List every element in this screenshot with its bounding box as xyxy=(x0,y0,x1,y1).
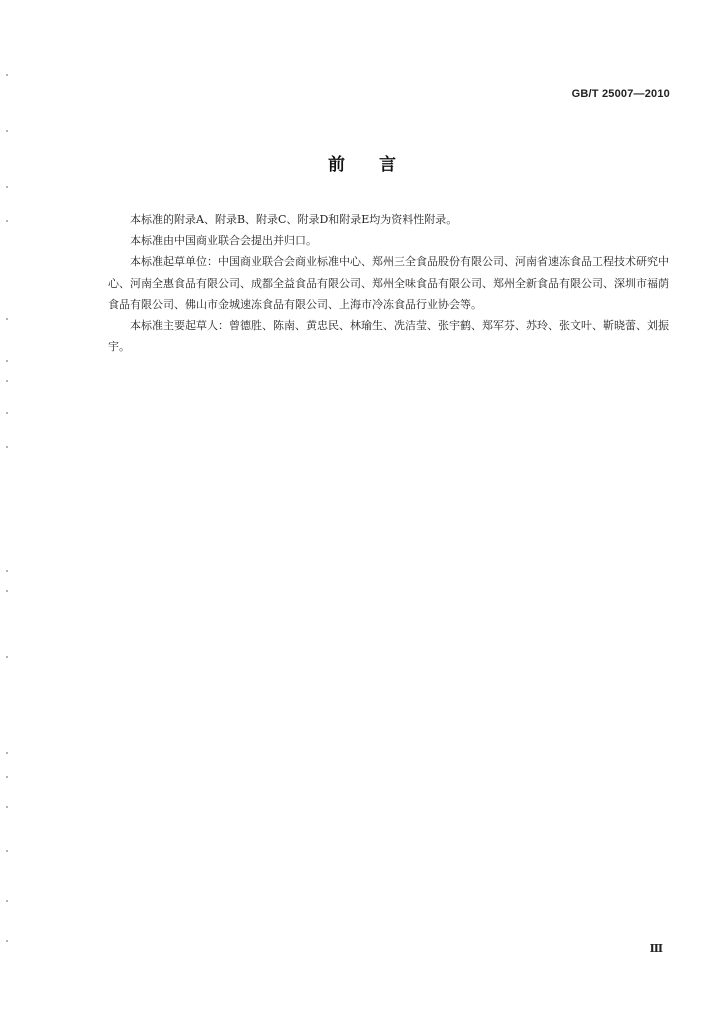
paragraph-appendices: 本标准的附录A、附录B、附录C、附录D和附录E均为资料性附录。 xyxy=(130,213,458,226)
paragraph-drafters: 本标准主要起草人：曾德胜、陈南、黄忠民、林瑜生、冼洁莹、张宇鹤、郑军芬、苏玲、张文叶、靳晓蕾、刘振宇。 xyxy=(108,319,669,354)
paragraph-proposer: 本标准由中国商业联合会提出并归口。 xyxy=(130,234,317,248)
scan-edge-marks xyxy=(6,60,10,960)
page-number: Ⅲ xyxy=(649,943,663,955)
paragraph-drafting-units: 本标准起草单位：中国商业联合会商业标准中心、郑州三全食品股份有限公司、河南省速冻食品工程技术研究中心、河南全惠食品有限公司、成都全益食品有限公司、郑州全味食品有限公司、郑州全新食品有限公司、深圳市福荫食品有限公司、佛山市金城速冻食品有限公司、上海市冷冻食品行业协会等。 xyxy=(108,255,669,311)
foreword-body xyxy=(108,209,669,357)
page-title: 前言 xyxy=(328,155,430,175)
standard-code: GB/T 25007—2010 xyxy=(571,88,670,100)
